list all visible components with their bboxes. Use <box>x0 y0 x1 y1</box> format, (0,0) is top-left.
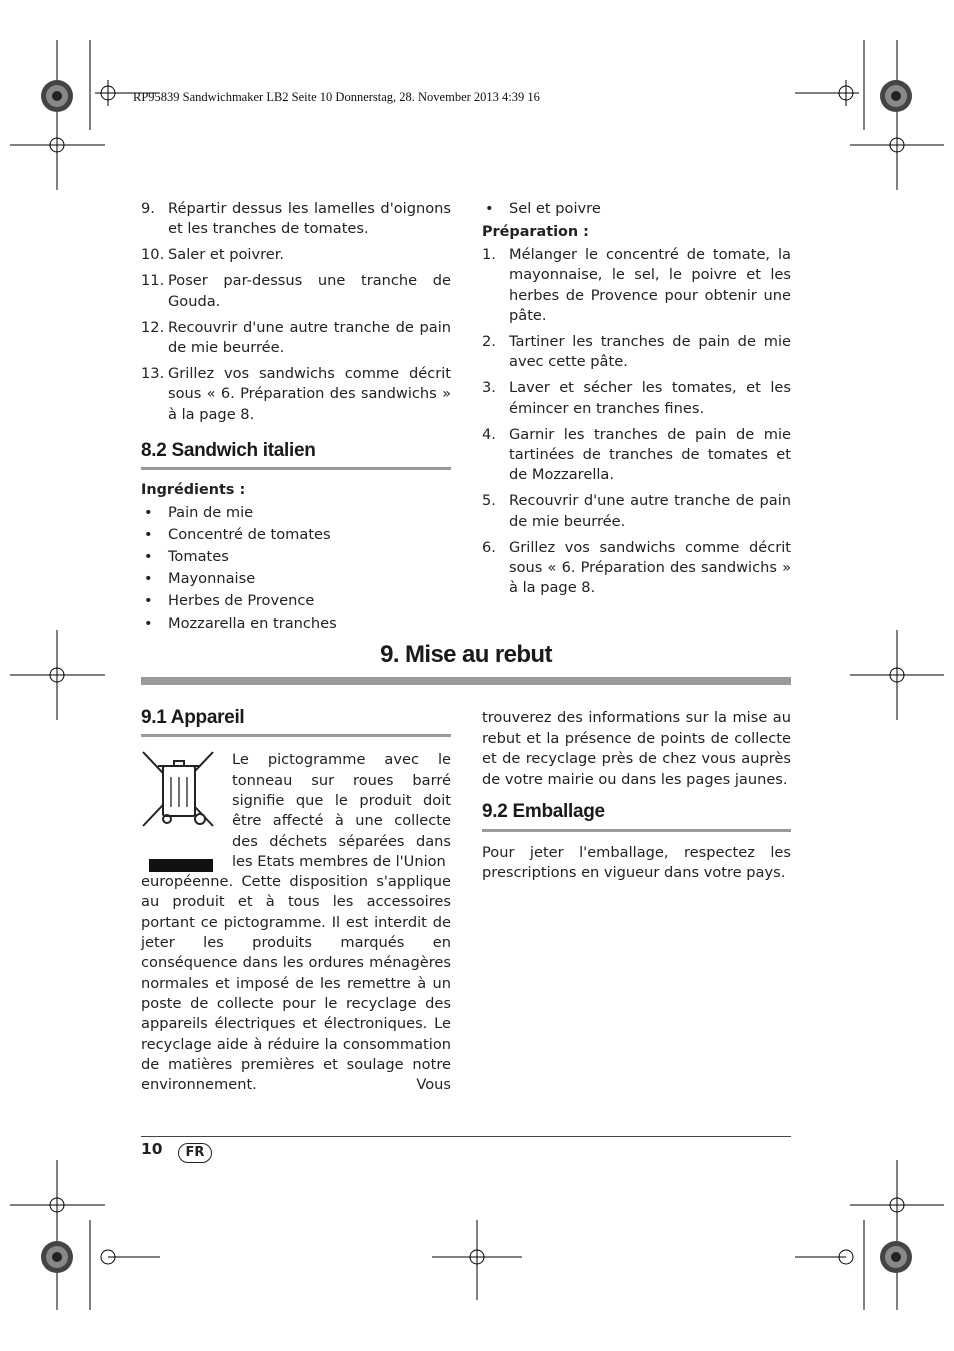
list-item <box>482 491 791 532</box>
ingredient: Mayonnaise <box>168 570 256 588</box>
section-heading: 9.1 Appareil <box>141 708 451 737</box>
section-heading: 9.2 Emballage <box>482 802 791 831</box>
list-item <box>482 538 791 599</box>
list-item <box>141 364 451 425</box>
step-text: Poser par-dessus une tranche de Gouda. <box>168 272 451 310</box>
step-number: 1. <box>482 245 496 263</box>
step-number: 3. <box>482 379 496 397</box>
step-text: Mélanger le concentré de tomate, la mayonnaise, le sel, le poivre et les herbes de Provence pour obtenir une pâte. <box>509 245 791 325</box>
left-column <box>141 199 451 634</box>
ingredient: Sel et poivre <box>509 200 601 217</box>
section-9-1 <box>141 708 451 1095</box>
list-item <box>482 378 791 419</box>
list-item <box>482 199 791 219</box>
bullet-icon: • <box>144 592 153 610</box>
step-number: 5. <box>482 492 496 510</box>
step-text: Grillez vos sandwichs comme décrit sous « 6. Préparation des sandwichs » à la page 8. <box>168 364 451 423</box>
list-item <box>141 525 451 545</box>
bullet-icon: • <box>144 614 153 632</box>
black-bar <box>149 859 213 872</box>
bullet-icon: • <box>144 570 153 588</box>
weee-pictogram <box>141 750 221 862</box>
list-item <box>141 547 451 567</box>
ingredient: Mozzarella en tranches <box>168 614 337 632</box>
print-header: RP95839 Sandwichmaker LB2 Seite 10 Donnerstag, 28. November 2013 4:39 16 <box>133 90 540 104</box>
paragraph: trouverez des informations sur la mise au rebut et la présence de points de collecte et de recyclage près de chez vous auprès de votre mairie ou dans les pages jaunes. <box>482 709 791 788</box>
ingredient: Pain de mie <box>168 503 254 521</box>
step-text: Recouvrir d'une autre tranche de pain de mie beurrée. <box>509 492 791 530</box>
step-number: 12. <box>141 318 165 336</box>
list-item <box>141 591 451 611</box>
step-text: Recouvrir d'une autre tranche de pain de mie beurrée. <box>168 318 451 356</box>
bullet-icon: • <box>144 548 153 566</box>
section-9-1-continued <box>482 708 791 883</box>
step-number: 11. <box>141 272 165 290</box>
bullet-icon: • <box>144 525 153 543</box>
list-item <box>141 318 451 359</box>
ingredient: Herbes de Provence <box>168 592 315 610</box>
list-item <box>141 245 451 265</box>
list-item <box>141 503 451 523</box>
list-item <box>141 614 451 634</box>
crossed-out-wheelie-bin-icon <box>141 750 221 860</box>
list-item <box>141 199 451 240</box>
step-text: Garnir les tranches de pain de mie tartinées de tranches de tomates et de Mozzarella. <box>509 425 791 484</box>
step-number: 2. <box>482 332 496 350</box>
ingredient: Tomates <box>168 548 229 566</box>
step-number: 9. <box>141 200 155 217</box>
paragraph: européenne. Cette disposition s'applique au produit et à tous les accessoires portant ce pictogramme. Il est interdit de jeter les produits marqués en conséquence dans les ordures ménagères normales et imposé de les remettre à un poste de collecte pour le recyclage des appareils électriques et électroniques. Le recyclage aide à réduire la consommation de matières premières et soulage notre environnement. Vous <box>141 873 451 1094</box>
step-text: Répartir dessus les lamelles d'oignons et les tranches de tomates. <box>168 200 451 238</box>
step-text: Grillez vos sandwichs comme décrit sous « 6. Préparation des sandwichs » à la page 8. <box>509 538 791 597</box>
list-item <box>482 425 791 486</box>
crosshair-mark-icon <box>10 1160 944 1310</box>
crosshair-mark-icon <box>10 40 160 190</box>
language-badge: FR <box>178 1143 212 1163</box>
step-text: Tartiner les tranches de pain de mie avec cette pâte. <box>509 332 791 371</box>
ingredient: Concentré de tomates <box>168 525 331 543</box>
section-heading: 8.2 Sandwich italien <box>141 441 451 470</box>
list-item <box>141 271 451 312</box>
chapter-title: 9. Mise au rebut <box>380 641 552 668</box>
list-item <box>141 569 451 589</box>
footer-rule <box>141 1136 791 1137</box>
step-text: Laver et sécher les tomates, et les émincer en tranches fines. <box>509 379 791 417</box>
list-item <box>482 332 791 373</box>
step-text: Saler et poivrer. <box>168 246 285 264</box>
ingredients-label: Ingrédients : <box>141 482 246 499</box>
bullet-icon: • <box>485 200 494 217</box>
bullet-icon: • <box>144 503 153 521</box>
right-column <box>482 199 791 599</box>
step-number: 4. <box>482 425 496 443</box>
crosshair-mark-icon <box>795 40 944 190</box>
chapter-rule <box>141 677 791 685</box>
paragraph: Pour jeter l'emballage, respectez les prescriptions en vigueur dans votre pays. <box>482 843 791 882</box>
paragraph: Le pictogramme avec le tonneau sur roues barré signifie que le produit doit être affecté à une collecte des déchets séparées dans les Etats membres de l'Union <box>232 751 451 870</box>
step-number: 10. <box>141 246 165 264</box>
list-item <box>482 245 791 327</box>
preparation-label: Préparation : <box>482 224 589 241</box>
step-number: 6. <box>482 538 496 556</box>
step-number: 13. <box>141 364 165 382</box>
page-number: 10 <box>141 1140 163 1158</box>
